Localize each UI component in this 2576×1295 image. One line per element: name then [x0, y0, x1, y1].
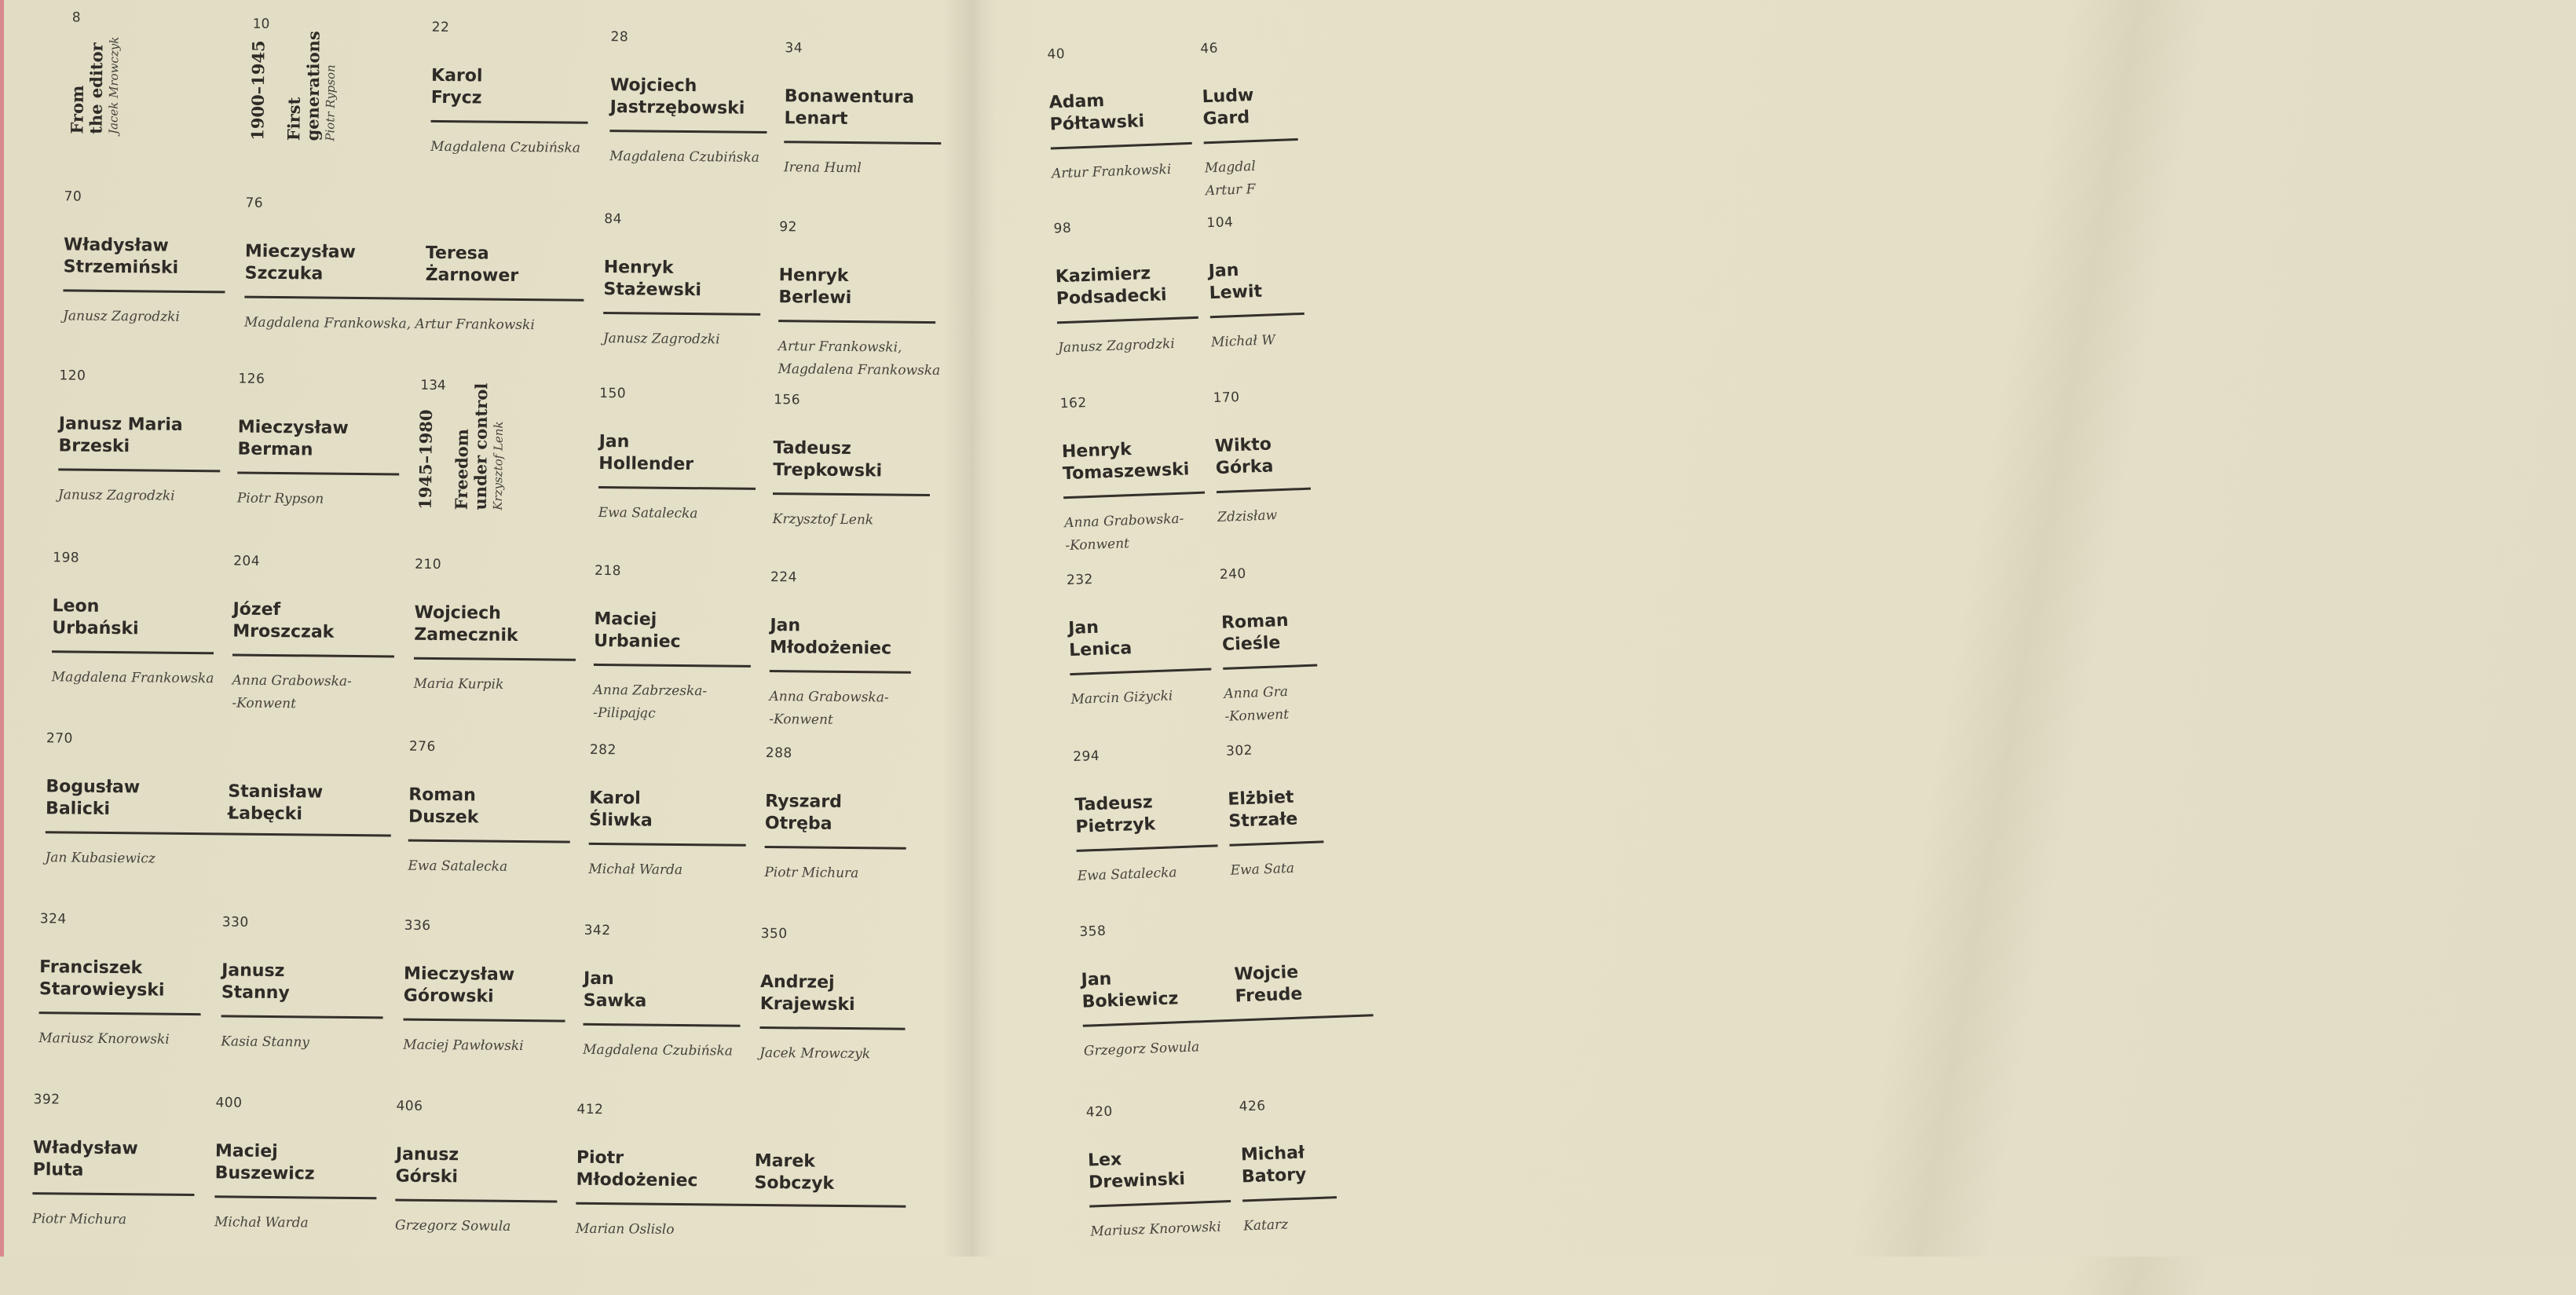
essay-author: Ewa Satalecka — [1077, 865, 1177, 884]
entry-rule — [1223, 664, 1317, 670]
designer-name: Henryk Stażewski — [603, 258, 702, 301]
page-number: 34 — [785, 40, 803, 57]
page-number: 92 — [779, 219, 798, 236]
page-edge-red — [0, 0, 4, 1257]
essay-author: Grzegorz Sowula — [1083, 1039, 1200, 1059]
page-number: 218 — [594, 562, 622, 580]
designer-name: Adam Półtawski — [1048, 90, 1145, 135]
book-spread-photo — [0, 0, 1307, 1257]
page-number: 400 — [215, 1095, 243, 1111]
page-number: 302 — [1225, 742, 1253, 759]
page-number: 232 — [1066, 571, 1094, 589]
designer-name: Janusz Stanny — [221, 960, 290, 1004]
essay-author: Michał W — [1210, 332, 1276, 351]
section-title-line: Freedom — [451, 428, 472, 510]
essay-author: Magdalena Czubińska — [430, 138, 581, 156]
designer-name: Wojciech Jastrzębowski — [609, 75, 745, 119]
essay-author: Jan Kubasiewicz — [45, 850, 156, 867]
page-number: 210 — [415, 556, 442, 573]
entry-rule — [770, 670, 911, 674]
essay-author: Maria Kurpik — [413, 675, 504, 693]
designer-name: Janusz Maria Brzeski — [58, 414, 183, 457]
essay-author: Jacek Mrowczyk — [759, 1044, 871, 1063]
essay-author: Irena Huml — [783, 159, 862, 177]
section-period: 1945–1980 — [415, 409, 437, 510]
designer-name: Piotr Młodożeniec — [576, 1147, 698, 1191]
page-number: 40 — [1047, 46, 1066, 63]
entry-rule — [576, 1202, 906, 1208]
section-author: Jacek Mrowczyk — [106, 36, 122, 135]
essay-author: Michał Warda — [214, 1214, 309, 1231]
section-title-line: From — [67, 85, 87, 134]
page-number: 324 — [39, 911, 67, 927]
entry-rule — [1063, 492, 1205, 499]
section-period: 1900–1945 — [247, 40, 269, 141]
designer-name: Maciej Buszewicz — [214, 1141, 315, 1184]
essay-author: Marian Oslislo — [575, 1220, 675, 1238]
entry-rule — [1077, 844, 1218, 852]
toc-vertical-entry — [247, 16, 390, 142]
designer-name: Roman Duszek — [408, 785, 479, 828]
designer-name: Tadeusz Pietrzyk — [1074, 792, 1156, 837]
designer-name: Ryszard Otręba — [764, 792, 843, 834]
essay-author: Katarz — [1242, 1216, 1289, 1235]
entry-rule — [583, 1023, 740, 1027]
designer-name: Stanisław Łabęcki — [227, 781, 324, 825]
page-number: 76 — [245, 195, 264, 211]
page-number: 98 — [1053, 220, 1072, 237]
page-number: 426 — [1239, 1098, 1267, 1115]
entry-rule — [32, 1192, 194, 1196]
page-number: 282 — [589, 741, 617, 759]
entry-rule — [1051, 142, 1192, 150]
designer-name: Mieczysław Górowski — [403, 964, 515, 1007]
essay-author: Grzegorz Sowula — [394, 1217, 511, 1235]
entry-rule — [1057, 316, 1198, 324]
designer-name: Władysław Strzemiński — [63, 235, 179, 278]
designer-name: Leon Urbański — [52, 596, 139, 639]
page-number: 8 — [71, 9, 81, 26]
page-number: 420 — [1085, 1103, 1114, 1121]
section-title-line: the editor — [86, 42, 107, 134]
designer-name: Ludw Gard — [1202, 86, 1254, 130]
entry-rule — [431, 120, 588, 124]
designer-name: Jan Sawka — [583, 968, 647, 1011]
page-number: 70 — [64, 188, 82, 205]
essay-author: Maciej Pawłowski — [403, 1037, 524, 1055]
section-title-line: under control — [470, 382, 492, 510]
entry-rule — [214, 1195, 376, 1199]
entry-rule — [232, 653, 394, 657]
designer-name: Wikto Górka — [1214, 434, 1274, 479]
entry-rule — [63, 289, 225, 293]
page-number: 240 — [1219, 565, 1247, 583]
designer-name: Jan Młodożeniec — [770, 616, 892, 659]
essay-author: Magdalena Czubińska — [583, 1041, 734, 1059]
section-author: Piotr Rypson — [323, 64, 338, 141]
designer-name: Karol Śliwka — [588, 788, 653, 831]
page-number: 330 — [221, 914, 249, 931]
entry-rule — [237, 472, 399, 476]
designer-name: Bonawentura Lenart — [784, 86, 915, 129]
page-number: 156 — [774, 392, 801, 408]
page-number: 204 — [233, 553, 261, 569]
essay-author: Artur Frankowski — [1051, 161, 1172, 182]
essay-author: Ewa Satalecka — [408, 858, 508, 875]
essay-author: Magdalena Frankowska — [51, 669, 214, 687]
essay-author: Ewa Satalecka — [598, 504, 698, 522]
entry-rule — [1204, 138, 1298, 144]
entry-rule — [221, 1015, 383, 1019]
essay-author: Janusz Zagrodzki — [602, 331, 720, 348]
entry-rule — [1229, 840, 1323, 846]
essay-author: Anna Zabrzeska- -Pilipając — [593, 682, 708, 722]
page-number: 358 — [1079, 923, 1107, 940]
page-number: 336 — [404, 917, 431, 934]
essay-author: Michał Warda — [588, 861, 683, 879]
page-number: 412 — [576, 1101, 604, 1118]
entry-rule — [46, 831, 391, 836]
page-number: 224 — [770, 569, 798, 586]
designer-name: Teresa Żarnower — [425, 243, 519, 286]
essay-author: Kasia Stanny — [221, 1033, 310, 1051]
entry-rule — [603, 312, 760, 316]
page-number: 350 — [760, 925, 788, 942]
entry-rule — [1210, 313, 1304, 318]
designer-name: Bogusław Balicki — [45, 777, 141, 820]
essay-author: Ewa Sata — [1230, 860, 1295, 879]
designer-name: Władysław Pluta — [32, 1138, 138, 1180]
entry-rule — [244, 296, 584, 302]
designer-name: Józef Mroszczak — [232, 599, 335, 642]
designer-name: Franciszek Starowieyski — [38, 957, 165, 1001]
entry-rule — [594, 664, 751, 668]
page-number: 392 — [33, 1092, 60, 1108]
designer-name: Jan Lewit — [1208, 260, 1263, 304]
entry-rule — [759, 1026, 905, 1030]
entry-rule — [1070, 668, 1211, 675]
essay-author: Magdalena Frankowska, Artur Frankowski — [243, 314, 535, 334]
page-number: 162 — [1059, 395, 1088, 412]
designer-name: Marek Sobczyk — [754, 1151, 835, 1194]
entry-rule — [609, 130, 767, 134]
designer-name: Jan Hollender — [598, 431, 694, 475]
designer-name: Henryk Berlewi — [778, 265, 852, 309]
page-number: 84 — [604, 211, 623, 228]
designer-name: Maciej Urbaniec — [594, 609, 681, 652]
entry-rule — [408, 840, 570, 843]
section-title-line: First — [284, 97, 304, 141]
page-number: 120 — [59, 368, 86, 384]
page-number: 22 — [431, 19, 450, 36]
designer-name: Andrzej Krajewski — [759, 971, 855, 1015]
page-number: 150 — [599, 385, 627, 402]
entry-rule — [1217, 488, 1311, 493]
section-title-line: generations — [302, 31, 324, 141]
entry-rule — [589, 843, 746, 847]
designer-name: Karol Frycz — [430, 65, 483, 108]
page-number: 10 — [252, 16, 270, 32]
page-number: 134 — [420, 377, 446, 394]
entry-rule — [784, 141, 941, 144]
page-number: 104 — [1206, 214, 1234, 232]
designer-name: Mieczysław Berman — [237, 417, 349, 460]
designer-name: Tadeusz Trepkowski — [773, 438, 883, 481]
essay-author: Anna Grabowska- -Konwent — [769, 689, 889, 728]
designer-name: Elżbiet Strzałe — [1227, 787, 1298, 832]
entry-rule — [414, 657, 576, 661]
right-page — [1038, 0, 2576, 1295]
entry-rule — [1089, 1200, 1231, 1208]
page-number: 342 — [584, 922, 611, 939]
designer-name: Wojciech Zamecznik — [414, 602, 518, 646]
entry-rule — [52, 650, 214, 654]
entry-rule — [765, 846, 906, 850]
designer-name: Kazimierz Podsadecki — [1055, 263, 1168, 309]
designer-name: Jan Bokiewicz — [1081, 969, 1179, 1012]
page-number: 294 — [1072, 748, 1100, 765]
essay-author: Janusz Zagrodzki — [57, 487, 175, 504]
designer-name: Henryk Tomaszewski — [1061, 440, 1190, 485]
essay-author: Janusz Zagrodzki — [1057, 335, 1176, 357]
entry-rule — [773, 492, 930, 496]
section-author: Krzysztof Lenk — [490, 421, 506, 510]
essay-author: Magdal Artur F — [1204, 158, 1257, 199]
essay-author: Mariusz Knorowski — [1090, 1219, 1222, 1240]
essay-author: Krzysztof Lenk — [772, 511, 874, 529]
entry-rule — [778, 320, 935, 324]
designer-name: Mieczysław Szczuka — [244, 241, 357, 284]
entry-rule — [395, 1199, 557, 1203]
page-number: 126 — [238, 371, 265, 387]
toc-vertical-entry — [67, 9, 210, 135]
page-number: 270 — [46, 730, 74, 747]
entry-rule — [58, 468, 220, 472]
essay-author: Artur Frankowski, Magdalena Frankowska — [778, 338, 941, 379]
essay-author: Piotr Michura — [764, 865, 859, 882]
entry-rule — [1083, 1014, 1374, 1027]
essay-author: Zdzisław — [1217, 507, 1278, 526]
designer-name: Jan Lenica — [1067, 617, 1132, 661]
designer-name: Lex Drewinski — [1087, 1150, 1186, 1193]
page-number: 198 — [53, 550, 80, 566]
essay-author: Piotr Michura — [32, 1211, 127, 1228]
designer-name: Janusz Górski — [395, 1144, 459, 1187]
essay-author: Magdalena Czubińska — [609, 148, 759, 166]
entry-rule — [404, 1019, 565, 1022]
essay-author: Anna Gra -Konwent — [1224, 683, 1290, 725]
essay-author: Janusz Zagrodzki — [63, 308, 180, 325]
essay-author: Piotr Rypson — [236, 490, 324, 507]
page-number: 406 — [396, 1098, 423, 1114]
page-number: 46 — [1199, 40, 1219, 57]
page-number: 170 — [1213, 389, 1240, 407]
entry-rule — [598, 486, 756, 490]
essay-author: Anna Grabowska- -Konwent — [232, 672, 352, 712]
entry-rule — [39, 1011, 201, 1015]
entry-rule — [1242, 1196, 1337, 1202]
page-number: 276 — [408, 738, 436, 755]
essay-author: Anna Grabowska- -Konwent — [1063, 510, 1184, 554]
essay-author: Marcin Giżycki — [1070, 688, 1173, 708]
essay-author: Mariusz Knorowski — [38, 1030, 170, 1048]
designer-name: Michał Batory — [1240, 1143, 1307, 1187]
designer-name: Wojcie Freude — [1234, 962, 1303, 1007]
designer-name: Roman Cieśle — [1220, 610, 1290, 655]
toc-vertical-entry — [415, 377, 558, 510]
page-number: 28 — [610, 29, 629, 46]
page-number: 288 — [765, 745, 792, 762]
